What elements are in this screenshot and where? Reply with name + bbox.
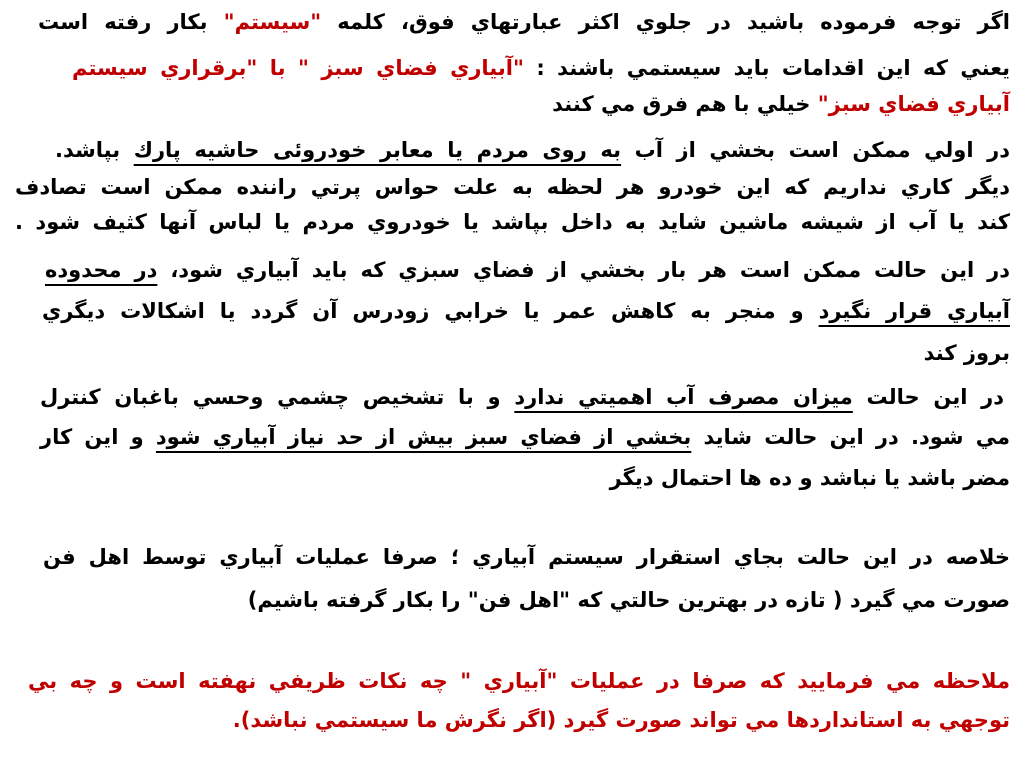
text-line [15,703,1010,737]
line-text [45,258,1010,282]
line-text [233,708,1010,732]
text-line [38,5,1010,39]
text-segment: بپاشد. [55,138,134,162]
text-segment: صورت مي گيرد ( تازه در بهترين حالتي كه "اهل فن" را بكار گرفته باشيم) [247,588,1010,612]
text-segment: كند يا آب از شيشه ماشين شايد به داخل بپاشد يا خودروي مردم يا لباس آنها كثيف شود . [15,210,1010,234]
text-segment: در اين حالت ممكن است هر بار بخشي از فضاي سبزي كه بايد آبياري شود، [157,258,1010,282]
underlined-text: آبياري قرار نگيرد [818,299,1010,323]
text-line [15,336,1010,370]
line-text [28,669,1010,693]
text-segment: در اولي ممكن است بخشي از آب [621,138,1010,162]
line-text [40,385,1004,409]
text-line [15,583,1010,617]
text-line [15,205,1010,239]
text-segment: مضر باشد يا نباشد و ده ها احتمال ديگر [609,466,1010,490]
text-segment: مي شود. در اين حالت شايد [691,425,1011,449]
line-text [924,341,1010,365]
text-segment: يعني كه اين اقدامات بايد سيستمي باشند : [523,56,1010,80]
highlight-text: "آبياري فضاي سبز " با "برقراري سيستم [72,56,524,80]
text-segment: اگر توجه فرموده باشيد در جلوي اكثر عبارتهاي فوق، كلمه [321,10,1011,34]
text-line [42,294,1010,328]
text-line [72,51,1010,85]
line-text [40,425,1010,449]
text-segment: بكار رفته است [38,10,224,34]
underlined-text: ميزان مصرف آب اهميتي ندارد [514,385,853,409]
text-line [55,133,1010,167]
line-text [38,10,1010,34]
text-segment: خيلي با هم فرق مي كنند [552,92,818,116]
text-line [15,87,1010,121]
line-text [43,545,1010,569]
highlight-text: "سيستم" [223,10,322,34]
text-line [15,170,1010,204]
text-line [15,461,1010,495]
text-segment: و با تشخيص چشمي وحسي باغبان كنترل [40,385,515,409]
underlined-text: در محدوده [45,258,158,282]
line-text [248,588,1010,612]
text-line [40,380,1004,414]
text-segment: و اين كار [40,425,156,449]
text-line [43,540,1010,574]
text-line [28,664,1010,698]
highlight-text: توجهي به استانداردها مي تواند صورت گيرد (اگر نگرش ما سيستمي نباشد). [232,708,1010,732]
text-segment: بروز كند [923,341,1010,365]
text-segment: خلاصه در اين حالت بجاي استقرار سيستم آبياري ؛ صرفا عمليات آبياري توسط اهل فن [43,545,1010,569]
line-text [15,175,1010,199]
text-segment: در اين حالت [852,385,1004,409]
text-segment: ديگر كاري نداريم كه اين خودرو هر لحظه به علت حواس پرتي راننده ممكن است تصادف [15,175,1010,199]
text-line [40,420,1010,454]
line-text [552,92,1010,116]
text-segment: و منجر به كاهش عمر يا خرابي زودرس آن گردد يا اشكالات ديگري [42,299,819,323]
line-text [15,210,1010,234]
line-text [610,466,1010,490]
text-line [45,253,1010,287]
line-text [72,56,1010,80]
line-text [55,138,1010,162]
highlight-text: آبياري فضاي سبز" [817,92,1010,116]
highlight-text: ملاحظه مي فرماييد كه صرفا در عمليات "آبياري " چه نكات ظريفي نهفته است و چه بي [28,669,1010,693]
underlined-text: بخشي از فضاي سبز بيش از حد نياز آبياري شود [155,425,692,449]
line-text [42,299,1010,323]
underlined-text: به روی مردم يا معابر خودروئی حاشيه پارك [133,138,622,162]
